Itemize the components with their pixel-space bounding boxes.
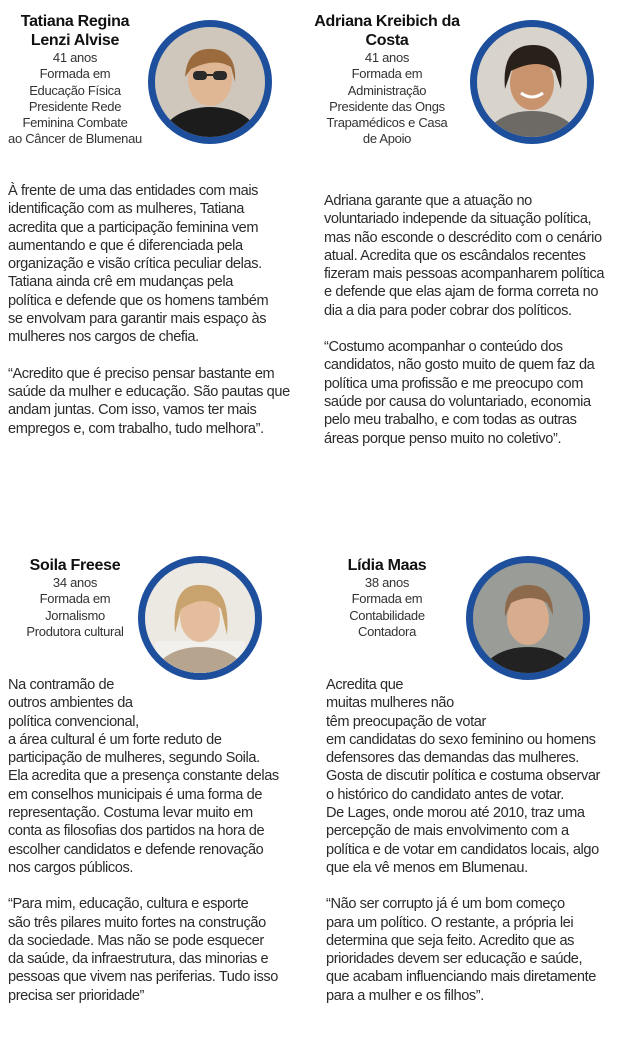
profile-description: Adriana garante que a atuação no voluntariado independe da situação política, mas não esconde o descrédito com o cenário atual. Acredita que os escândalos recentes fizeram mais pessoas acompanharem política e defende que elas ajam de forma correta no dia a dia para poder cobrar dos políticos. — [324, 193, 605, 319]
profile-meta: 38 anos Formada em Contabilidade Contadora — [349, 575, 425, 639]
profile-adriana — [310, 0, 620, 520]
profile-body — [326, 676, 620, 1005]
portrait-image — [145, 563, 255, 673]
portrait-image — [155, 27, 265, 137]
profile-name: Soila Freese — [29, 557, 121, 574]
profile-body — [8, 182, 308, 438]
profile-header — [0, 556, 150, 640]
profile-name: Adriana Kreibich da Costa — [314, 13, 460, 49]
profile-description: Na contramão de outros ambientes da política convencional, a área cultural é um forte reduto de participação de mulheres, segundo Soila. Ela acredita que a presença constante delas em conselhos municipais é uma forma de representação. Costuma levar muito em conta as filosofias dos partidos na hora de escolher candidatos e defende renovação nos cargos públicos. — [8, 677, 279, 876]
profile-quote: “Acredito que é preciso pensar bastante em saúde da mulher e educação. São pautas que andam juntas. Com isso, vamos ter mais empregos e, com trabalho, tudo melhora”. — [8, 365, 290, 437]
profile-name: Tatiana Regina Lenzi Alvise — [20, 13, 130, 49]
profile-description: Acredita que muitas mulheres não têm preocupação de votar em candidatas do sexo feminino ou homens defensores das demandas das mulheres. Gosta de discutir política e costuma observar o histórico do candidato antes de votar. De Lages, onde morou até 2010, traz uma percepção de mais envolvimento com a política e de votar em candidatos locais, algo que ela vê menos em Blumenau. — [326, 677, 601, 876]
profile-body — [8, 676, 308, 1005]
profile-soila — [0, 540, 310, 1058]
profile-description: À frente de uma das entidades com mais identificação com as mulheres, Tatiana acredita que a participação feminina vem aumentando e que é diferenciada pela organização e visão crítica peculiar delas. Tatiana ainda crê em mudanças pela política e defende que os homens também se envolvam para garantir mais espaço às mulheres nos cargos de chefia. — [8, 183, 269, 346]
portrait-image — [473, 563, 583, 673]
profile-quote: “Costumo acompanhar o conteúdo dos candidatos, não gosto muito de quem faz da política uma profissão e me preocupo com saúde por causa do voluntariado, economia pelo meu trabalho, e com todas as outras áreas porque penso muito no coletivo”. — [324, 339, 595, 447]
profile-quote: “Para mim, educação, cultura e esporte são três pilares muito fortes na construção da sociedade. Mas não se pode esquecer da saúde, da infraestrutura, das minorias e pessoas que vivem nas periferias. Tudo isso precisa ser prioridade” — [8, 896, 278, 1004]
profile-meta: 41 anos Formada em Educação Física Presidente Rede Feminina Combate ao Câncer de Blumenau — [8, 50, 142, 147]
profile-header — [312, 556, 462, 640]
portrait-photo — [470, 20, 594, 144]
profile-quote: “Não ser corrupto já é um bom começo para um político. O restante, a própria lei determina que seja feito. Acredito que as prioridades devem ser educação e saúde, que acabam influenciando mais diretamente para a mulher e os filhos”. — [326, 896, 596, 1004]
portrait-photo — [466, 556, 590, 680]
profile-name: Lídia Maas — [347, 557, 427, 574]
profile-tatiana — [0, 0, 310, 520]
portrait-photo — [148, 20, 272, 144]
profile-lidia — [310, 540, 620, 1058]
portrait-image — [477, 27, 587, 137]
profile-header — [0, 12, 150, 148]
profile-meta: 41 anos Formada em Administração Presidente das Ongs Trapamédicos e Casa de Apoio — [326, 50, 448, 147]
profile-meta: 34 anos Formada em Jornalismo Produtora cultural — [26, 575, 124, 639]
profile-header — [312, 12, 462, 148]
portrait-photo — [138, 556, 262, 680]
profile-body — [324, 192, 620, 448]
